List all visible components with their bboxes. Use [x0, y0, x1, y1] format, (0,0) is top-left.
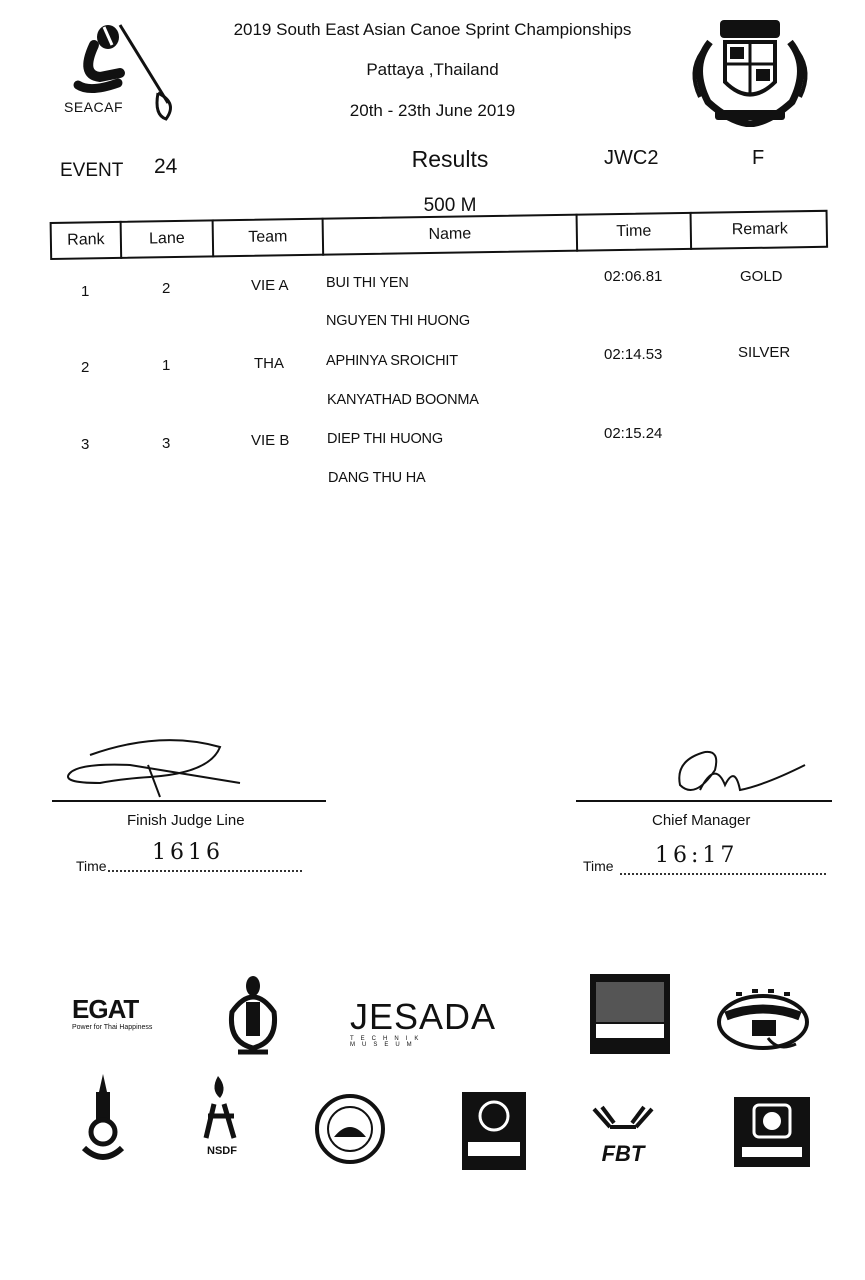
team-cell: VIE A [251, 277, 289, 294]
team-cell: THA [254, 355, 284, 372]
athlete-name: NGUYEN THI HUONG [326, 313, 470, 329]
laurel-icon [588, 1103, 658, 1137]
savings-name-bar [468, 1142, 520, 1156]
crest-logo [680, 12, 820, 127]
lane-cell: 1 [162, 357, 171, 374]
egat-tagline: Power for Thai Happiness [72, 1024, 153, 1031]
finish-judge-signature-line [52, 800, 326, 802]
athlete-name: DIEP THI HUONG [327, 431, 443, 447]
egat-wordmark: EGAT [72, 994, 139, 1024]
event-label: EVENT [60, 160, 124, 181]
col-time: Time [576, 212, 691, 252]
publication-title-bar [596, 1024, 664, 1038]
championship-dates: 20th - 23th June 2019 [349, 101, 516, 120]
chief-manager-time-value: 16:17 [655, 843, 739, 868]
chief-manager-signature [665, 740, 815, 805]
class-code: JWC2 [604, 147, 659, 169]
col-rank: Rank [67, 231, 105, 249]
athlete-name: DANG THU HA [328, 470, 426, 486]
jesada-subtitle: TECHNIK MUSEUM [350, 1036, 426, 1048]
jesada-logo [350, 996, 497, 1048]
rank-cell: 2 [81, 359, 90, 376]
egat-logo [72, 996, 166, 1038]
lane-cell: 2 [162, 280, 171, 297]
remark-cell: GOLD [740, 268, 783, 285]
athlete-name: APHINYA SROICHIT [326, 353, 458, 369]
navy-emblem-icon [80, 1074, 126, 1164]
bank-leaf-icon [734, 1097, 810, 1145]
torch-runner-icon [184, 1076, 260, 1140]
results-table-header [50, 210, 829, 272]
col-remark: Remark [690, 210, 829, 250]
athlete-name: BUI THI YEN [326, 275, 409, 291]
thai-bank-logo [734, 1097, 810, 1167]
crest-icon [680, 12, 820, 127]
championship-title: 2019 South East Asian Canoe Sprint Championships [233, 20, 632, 39]
athlete-name: KANYATHAD BOONMA [327, 392, 479, 408]
col-team: Team [212, 218, 323, 258]
chief-manager-time-label: Time [583, 858, 614, 874]
finish-judge-signature [60, 735, 260, 805]
rank-cell: 1 [81, 283, 90, 300]
thai-publication-logo [590, 974, 670, 1054]
lane-cell: 3 [162, 435, 171, 452]
team-cell: VIE B [251, 432, 290, 449]
chief-manager-time-dots [620, 873, 826, 875]
chief-manager-label: Chief Manager [652, 812, 751, 829]
savings-seal-icon [462, 1092, 526, 1140]
farm-badge-icon [716, 986, 810, 1056]
col-lane: Lane [120, 219, 213, 258]
time-cell: 02:14.53 [604, 346, 663, 363]
finish-judge-time-dots [108, 870, 302, 872]
bank-name-bar [742, 1147, 802, 1157]
remark-cell: SILVER [738, 344, 791, 361]
seacaf-label: SEACAF [64, 99, 124, 115]
fbt-logo [588, 1103, 658, 1167]
round-seal-icon [314, 1093, 386, 1165]
championship-location: Pattaya ,Thailand [366, 60, 499, 79]
nsdf-wordmark: NSDF [207, 1145, 237, 1157]
publication-cover-image [596, 982, 664, 1022]
finish-judge-time-value: 1616 [152, 840, 224, 865]
nsdf-logo [184, 1076, 260, 1172]
thai-savings-logo [462, 1092, 526, 1170]
chief-manager-signature-line [576, 800, 832, 802]
time-cell: 02:06.81 [604, 268, 663, 285]
time-cell: 02:15.24 [604, 425, 663, 442]
royal-emblem-icon [218, 972, 288, 1060]
round-code: F [752, 147, 765, 169]
finish-judge-label: Finish Judge Line [127, 812, 245, 829]
distance: 500 M [423, 195, 477, 216]
fbt-wordmark: FBT [601, 1141, 645, 1166]
rank-cell: 3 [81, 436, 90, 453]
jesada-wordmark: JESADA [350, 996, 497, 1037]
finish-judge-time-label: Time [76, 858, 107, 874]
col-name: Name [322, 214, 577, 256]
event-number: 24 [154, 155, 178, 178]
results-title: Results [411, 146, 489, 172]
